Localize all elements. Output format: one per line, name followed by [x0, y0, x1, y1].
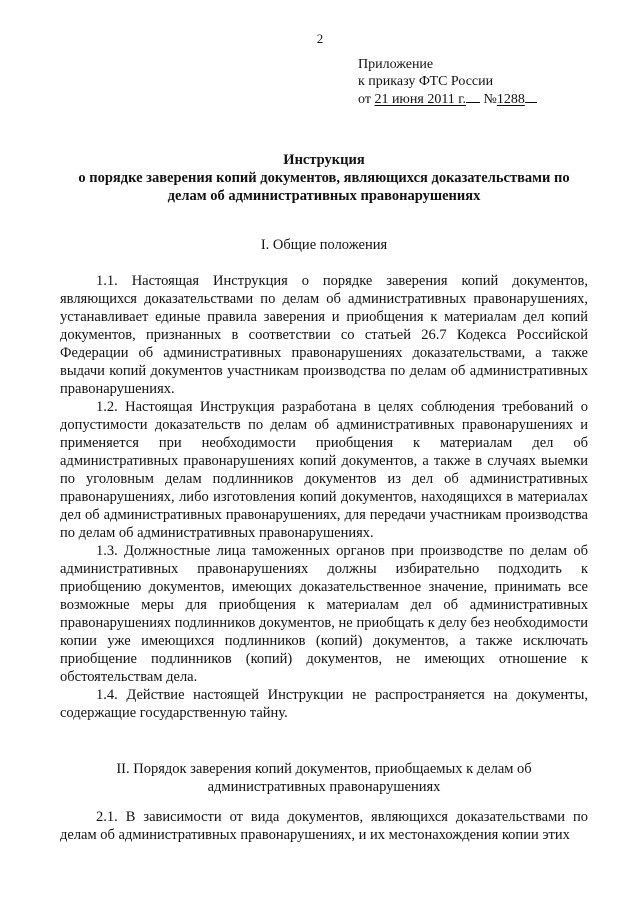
- page-number: 2: [316, 31, 324, 46]
- order-number: 1288: [496, 92, 525, 107]
- appendix-order-line: [358, 90, 537, 108]
- paragraph-1-3: 1.3. Должностные лица таможенных органов при производстве по делам об административных правонарушениях должны избирательно подходить к приобщению документов, имеющих доказательственное значение, принимать все возможные меры для приобщения к материалам дел об административных правонарушениях подлинников документов, не приобщать к делу без необходимости копии уже имеющихся подлинников (копий) документов, а также исключать приобщение подлинников (копий) документов, не имеющих отношение к обстоятельствам дела.: [60, 543, 588, 685]
- appendix-order-reference: к приказу ФТС России: [358, 74, 494, 89]
- title-line-1: Инструкция: [283, 152, 365, 168]
- order-date: 21 июня 2011 г.: [374, 92, 466, 107]
- paragraph-1-2: 1.2. Настоящая Инструкция разработана в целях соблюдения требований о допустимости доказательств по делам об административных правонарушениях и применяется при необходимости приобщения к материалам дел об административных правонарушениях копий документов, а также в случаях выемки по уголовным делам подлинников документов из дел об административных правонарушениях, либо изготовления копий документов, находящихся в материалах дел об административных правонарушениях, для передачи участникам производства по делам об административных правонарушениях.: [60, 399, 588, 541]
- section-2-heading: [60, 760, 588, 796]
- section-2-body: [60, 808, 588, 844]
- paragraph-1-1: 1.1. Настоящая Инструкция о порядке заверения копий документов, являющихся доказательствами по делам об административных правонарушениях, устанавливает единые правила заверения и приобщения к материалам дел копий документов, признанных в соответствии со статьей 26.7 Кодекса Российской Федерации об административных правонарушениях доказательствами, а также выдачи копий документов участникам производства по делам об административных правонарушениях.: [60, 273, 588, 397]
- section-1-body: [60, 272, 588, 722]
- order-date-underline-gap: [466, 90, 480, 103]
- document-title: [60, 151, 588, 205]
- section-2-heading-line-1: II. Порядок заверения копий документов, приобщаемых к делам об: [116, 761, 532, 777]
- order-number-label: №: [483, 92, 497, 107]
- order-number-underline-tail: [525, 90, 537, 103]
- title-line-3: делам об административных правонарушениях: [167, 188, 481, 204]
- appendix-block: [358, 56, 537, 108]
- paragraph-1-4: 1.4. Действие настоящей Инструкции не распространяется на документы, содержащие государственную тайну.: [60, 687, 588, 721]
- order-prefix: от: [358, 92, 371, 107]
- section-2-heading-line-2: административных правонарушениях: [207, 779, 441, 795]
- appendix-title: Приложение: [358, 57, 434, 72]
- paragraph-2-1: 2.1. В зависимости от вида документов, являющихся доказательствами по делам об административных правонарушениях, и их местонахождения копии этих: [60, 809, 588, 843]
- title-line-2: о порядке заверения копий документов, являющихся доказательствами по: [78, 170, 570, 186]
- section-1-heading: I. Общие положения: [260, 237, 388, 253]
